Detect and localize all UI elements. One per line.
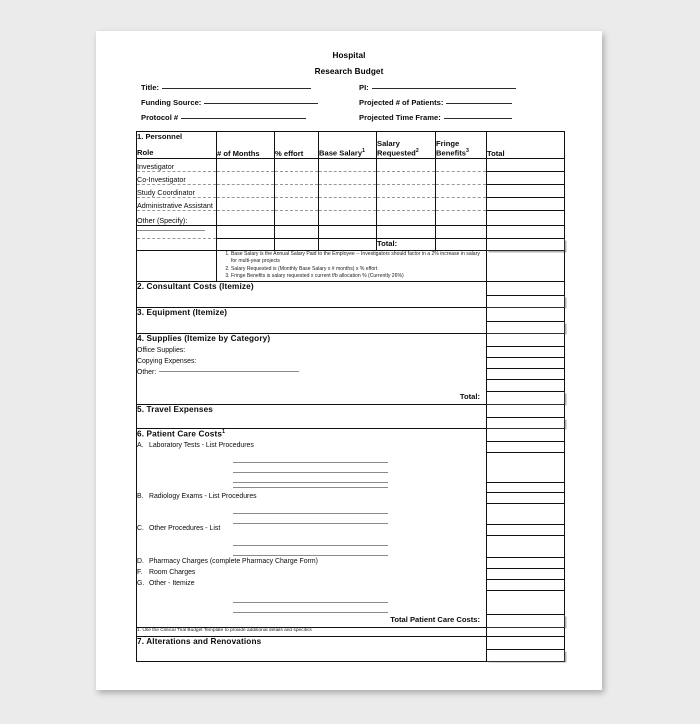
travel-cell-a[interactable] [487,404,565,418]
cell-fringe[interactable] [436,198,487,211]
footnote-total-spacer [487,251,565,282]
cell-effort[interactable] [275,172,319,185]
document-page [96,31,602,690]
supplies-copying-value[interactable] [487,358,565,369]
cell-months[interactable] [217,185,275,198]
patient-care-item-a [137,442,487,453]
spacer-cell [275,239,319,251]
patient-care-item-b [137,493,487,504]
personnel-col-base-salary: Base Salary$^1$ [319,132,377,159]
equipment-total-value[interactable] [487,322,565,334]
item-letter-c: C. [137,524,144,532]
personnel-row-other-specify: Other (Specify): [137,211,217,226]
section-alterations-row [137,636,565,650]
equipment-itemize-area[interactable] [137,322,487,334]
section-equipment-value-row [137,322,565,334]
cell-salary-requested[interactable] [377,159,436,172]
cell-fringe[interactable] [436,185,487,198]
section-equipment-row [137,307,565,322]
patient-care-item-f-row [137,569,565,580]
field-funding-source-label: Funding Source: [141,98,202,107]
supplies-item-copying: Copying Expenses: [137,358,487,369]
supplies-office-value[interactable] [487,347,565,358]
blank-line[interactable] [233,487,388,488]
cell-base-salary[interactable] [319,172,377,185]
personnel-total-value[interactable] [487,239,565,251]
personnel-header-row [137,132,565,159]
footnote-marker-patient-care: 1 [222,428,226,435]
section-travel-row [137,404,565,418]
item-text-d: Pharmacy Charges (complete Pharmacy Charge Form) [149,557,318,565]
cell-months[interactable] [217,198,275,211]
travel-total-value[interactable] [487,418,565,429]
field-title-label: Title: [141,83,160,92]
equipment-cell-a[interactable] [487,307,565,322]
patient-care-c-extra[interactable] [487,536,565,558]
footnote-3: 3. Fringe Benefits is salary requested x current f/b allocation % (Currently 26%) [231,273,486,280]
section-supplies-row [137,333,565,347]
personnel-col-role: Role [137,148,154,157]
personnel-col-salary-requested: Salary Requested$^2$ [377,132,436,159]
item-letter-a: A. [137,441,144,449]
personnel-total-row [137,239,565,251]
footnote-2: 2. Salary Requested is (Monthly Base Salary x # months) x % effort [231,266,486,273]
section-consultant-value-row [137,296,565,308]
patient-care-item-d-row [137,558,565,569]
supplies-other-input[interactable] [159,371,299,372]
field-pi-label: PI: [359,83,369,92]
supplies-total-label: Total: [137,392,487,405]
table-row [137,159,565,172]
section-patient-care-row [137,428,565,442]
cell-months[interactable] [217,172,275,185]
supplies-total-value[interactable] [487,392,565,405]
patient-care-total-label: Total Patient Care Costs: [137,615,487,628]
item-text-c: Other Procedures - List [149,524,221,532]
section-patient-care-label-cell [137,428,487,442]
cell-total[interactable] [487,226,565,239]
section-patient-care-label: 6. Patient Care Costs [137,429,223,439]
footnote-1: 1. Base Salary is the Annual Salary Paid to the Employee -- Investigators should factor in a 2% increase in salary for multi-year projects [231,251,486,266]
cell-base-salary[interactable] [319,185,377,198]
item-text-g: Other - Itemize [149,579,195,587]
supplies-total-row [137,392,565,405]
blank-line[interactable] [233,555,388,556]
personnel-row-administrative-assistant: Administrative Assistant [137,198,217,211]
field-protocol [141,113,306,122]
personnel-total-label: Total: [377,239,436,251]
supplies-spacer [137,380,487,392]
blank-line[interactable] [233,462,388,463]
cell-effort[interactable] [275,159,319,172]
personnel-section-label: 1. Personnel [137,132,183,141]
cell-effort[interactable] [275,211,319,226]
cell-effort[interactable] [275,226,319,239]
patient-care-d-value[interactable] [487,558,565,569]
patient-care-a-value[interactable] [487,442,565,453]
patient-care-b-extra[interactable] [487,504,565,525]
other-specify-input[interactable] [137,230,205,231]
cell-salary-requested[interactable] [377,211,436,226]
travel-area[interactable] [137,418,487,429]
alterations-cell-a[interactable] [487,636,565,650]
cell-base-salary[interactable] [319,226,377,239]
item-letter-g: G. [137,579,145,587]
supplies-spacer-value[interactable] [487,380,565,392]
cell-total[interactable] [487,211,565,226]
supplies-item-office: Office Supplies: [137,347,487,358]
cell-salary-requested[interactable] [377,198,436,211]
table-row [137,172,565,185]
patient-care-footnote: 1. Use the Clinical Trial Budget Template to provide additional details and specifics [137,627,487,636]
item-letter-f: F. [137,568,143,576]
personnel-row-study-coordinator: Study Coordinator [137,185,217,198]
patient-care-b-value[interactable] [487,493,565,504]
patient-care-cell-a[interactable] [487,428,565,442]
patient-care-c-value[interactable] [487,525,565,536]
cell-total[interactable] [487,172,565,185]
personnel-row-other-blank[interactable] [137,226,217,239]
field-projected-patients-label: Projected # of Patients: [359,98,444,107]
personnel-col-total: Total [487,132,565,159]
spacer-cell [137,239,217,251]
field-title-input[interactable] [162,88,311,89]
footnote-marker-1: 1 [362,148,365,155]
patient-care-total-value[interactable] [487,615,565,628]
patient-care-c-lines-row [137,536,565,558]
table-row [137,226,565,239]
item-letter-b: B. [137,492,144,500]
field-funding-source [141,98,318,107]
personnel-footnotes-row [137,251,565,282]
patient-care-g-extra[interactable] [487,591,565,615]
alterations-total-value[interactable] [487,650,565,662]
cell-salary-requested[interactable] [377,185,436,198]
patient-care-item-a-row [137,442,565,453]
cell-effort[interactable] [275,198,319,211]
patient-care-a-lines-row-2 [137,483,565,493]
cell-base-salary[interactable] [319,211,377,226]
page-title-form: Research Budget [314,67,384,76]
blank-line[interactable] [233,472,388,473]
field-pi-input[interactable] [372,88,516,89]
budget-table [136,131,565,662]
personnel-col-effort: % effort [275,132,319,159]
supplies-other-value[interactable] [487,369,565,380]
consultant-cell-a[interactable] [487,281,565,296]
spacer-cell [217,239,275,251]
section-supplies-label: 4. Supplies (Itemize by Category) [137,333,487,347]
item-text-b: Radiology Exams - List Procedures [149,492,257,500]
footnote-marker-2: 2 [415,148,419,155]
cell-total[interactable] [487,159,565,172]
blank-line[interactable] [233,602,388,603]
patient-care-f-value[interactable] [487,569,565,580]
section-alterations-value-row [137,650,565,662]
section-travel-label: 5. Travel Expenses [137,404,487,418]
field-projected-patients [359,98,512,107]
page-title-organization: Hospital [332,51,366,60]
patient-care-b-blank-lines[interactable] [137,504,487,525]
cell-total[interactable] [487,185,565,198]
cell-fringe[interactable] [436,172,487,185]
personnel-col-months: # of Months [217,132,275,159]
table-row [137,185,565,198]
alterations-area[interactable] [137,650,487,662]
blank-line[interactable] [233,612,388,613]
supplies-office-row [137,347,565,358]
patient-care-g-lines-row [137,591,565,615]
supplies-spacer-row [137,380,565,392]
patient-care-item-c [137,525,487,536]
personnel-col-fringe-benefits: Fringe Benefits$^3$ [436,132,487,159]
spacer-cell [436,239,487,251]
consultant-itemize-area[interactable] [137,296,487,308]
cell-fringe[interactable] [436,159,487,172]
section-equipment-label: 3. Equipment (Itemize) [137,307,487,322]
item-text-a: Laboratory Tests - List Procedures [149,441,254,449]
field-pi [359,83,516,92]
patient-care-total-row [137,615,565,628]
field-protocol-label: Protocol # [141,113,179,122]
personnel-row-co-investigator: Co-Investigator [137,172,217,185]
cell-salary-requested[interactable] [377,226,436,239]
cell-fringe[interactable] [436,211,487,226]
section-travel-value-row [137,418,565,429]
patient-care-b-lines-row [137,504,565,525]
supplies-item-other-cell [137,369,487,380]
table-row [137,211,565,226]
cell-fringe[interactable] [436,226,487,239]
cell-months[interactable] [217,226,275,239]
supplies-cell-a[interactable] [487,333,565,347]
supplies-other-row [137,369,565,380]
personnel-footnotes [217,251,487,282]
consultant-total-value[interactable] [487,296,565,308]
field-projected-time-frame-label: Projected Time Frame: [359,113,441,122]
patient-care-item-d [137,558,487,569]
patient-care-item-f [137,569,487,580]
table-row [137,198,565,211]
item-letter-d: D. [137,557,144,565]
cell-effort[interactable] [275,185,319,198]
section-consultant-row [137,281,565,296]
supplies-copying-row [137,358,565,369]
field-protocol-input[interactable] [181,118,306,119]
cell-salary-requested[interactable] [377,172,436,185]
cell-base-salary[interactable] [319,159,377,172]
field-funding-source-input[interactable] [204,103,318,104]
patient-care-item-b-row [137,493,565,504]
patient-care-g-blank-lines[interactable] [137,591,487,615]
blank-line[interactable] [233,513,388,514]
field-title [141,83,311,92]
patient-care-a-extra-2[interactable] [487,483,565,493]
footnote-spacer [137,251,217,282]
cell-months[interactable] [217,159,275,172]
patient-care-item-g [137,580,487,591]
personnel-row-investigator: Investigator [137,159,217,172]
patient-care-c-blank-lines[interactable] [137,536,487,558]
patient-care-item-c-row [137,525,565,536]
patient-care-footnote-spacer [487,627,565,636]
item-text-f: Room Charges [149,568,196,576]
blank-line[interactable] [233,523,388,524]
supplies-item-other: Other: [137,368,157,376]
cell-total[interactable] [487,198,565,211]
spacer-cell [319,239,377,251]
patient-care-a-lines-row [137,453,565,483]
cell-base-salary[interactable] [319,198,377,211]
patient-care-g-value[interactable] [487,580,565,591]
patient-care-footnote-row [137,627,565,636]
section-alterations-label: 7. Alterations and Renovations [137,636,487,650]
field-projected-time-frame [359,113,512,122]
patient-care-a-extra-1[interactable] [487,453,565,483]
footnote-marker-3: 3 [465,148,469,155]
patient-care-a-blank-lines-2[interactable] [137,483,487,493]
blank-line[interactable] [233,545,388,546]
section-consultant-label: 2. Consultant Costs (Itemize) [137,281,487,296]
patient-care-item-g-row [137,580,565,591]
personnel-section-label-cell [137,132,217,159]
field-projected-patients-input[interactable] [446,103,512,104]
field-projected-time-frame-input[interactable] [444,118,512,119]
patient-care-a-blank-lines[interactable] [137,453,487,483]
cell-months[interactable] [217,211,275,226]
